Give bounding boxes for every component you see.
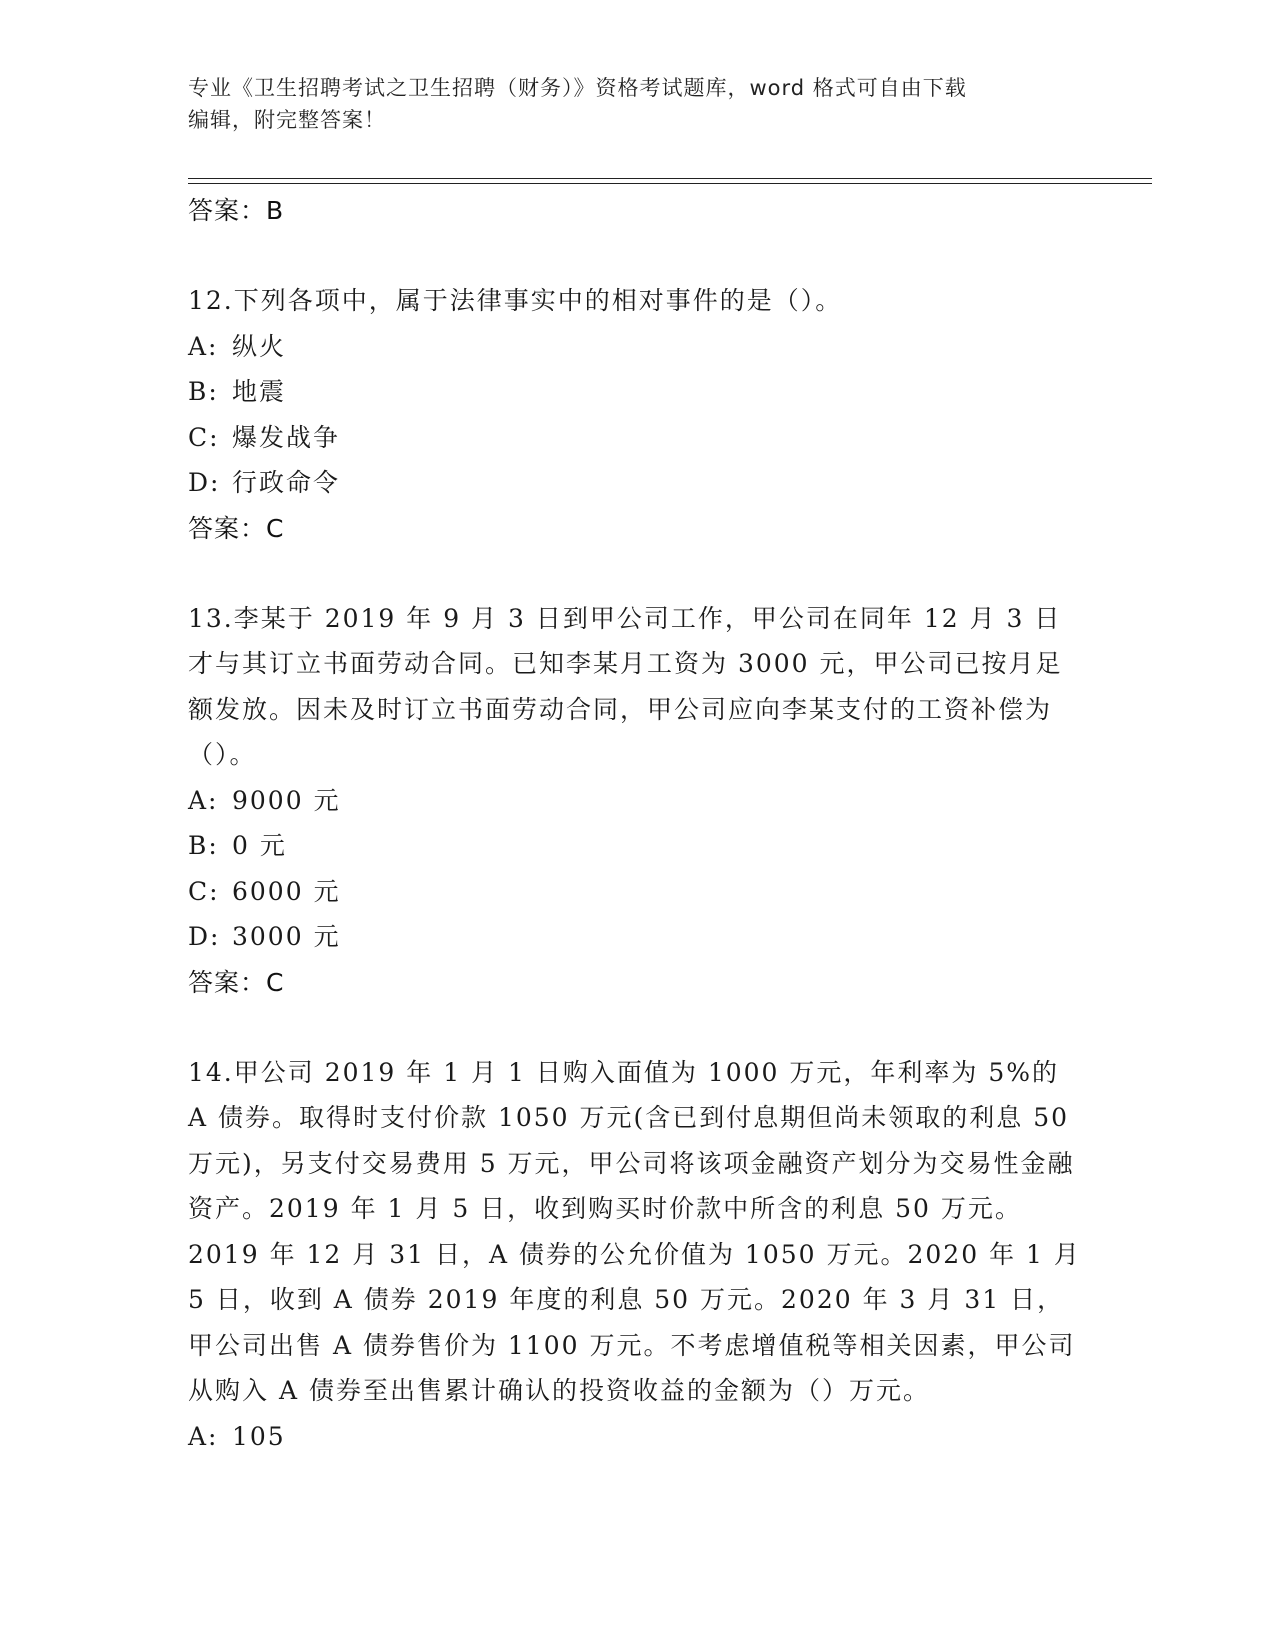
header-line-1: 专业《卫生招聘考试之卫生招聘（财务）》资格考试题库，word 格式可自由下载 [188,76,967,100]
option-label: D: [188,468,221,497]
question-stem: 13.李某于 2019 年 9 月 3 日到甲公司工作，甲公司在同年 12 月 3 日才与其订立书面劳动合同。已知李某月工资为 3000 元，甲公司已按月足额发放。因未及时订立书面劳动合同，甲公司应向李某支付的工资补偿为（）。 [188,603,1063,769]
previous-answer: 答案：B [188,196,285,225]
option-d [188,914,1088,960]
option-label: D: [188,922,221,951]
option-c [188,869,1088,915]
question-stem: 12.下列各项中，属于法律事实中的相对事件的是（）。 [188,286,843,315]
option-text: 6000 元 [232,876,341,906]
answer-12: 答案：C [188,513,285,543]
answer-13: 答案：C [188,967,285,997]
header-divider-top [188,178,1152,179]
option-text: 爆发战争 [232,422,341,452]
option-label: C: [188,876,220,906]
option-text: 地震 [232,377,287,406]
header-divider-bottom [188,183,1152,184]
question-12 [188,278,1088,552]
option-b [188,369,1088,415]
question-13 [188,596,1088,1006]
option-text: 0 元 [232,831,287,860]
option-label: A: [188,1421,219,1451]
option-text: 行政命令 [232,468,341,497]
question-stem: 14.甲公司 2019 年 1 月 1 日购入面值为 1000 万元，年利率为 5%的 A 债券。取得时支付价款 1050 万元(含已到付息期但尚未领取的利息 50 万元)，另支付交易费用 5 万元，甲公司将该项金融资产划分为交易性金融资产。2019 年 1 月 5 日，收到购买时价款中所含的利息 50 万元。2019 年 12 月 31 日，A 债券的公允价值为 1050 万元。2020 年 1 月 5 日，收到 A 债券 2019 年度的利息 50 万元。2020 年 3 月 31 日，甲公司出售 A 债券售价为 1100 万元。不考虑增值税等相关因素，甲公司从购入 A 债券至出售累计确认的投资收益的金额为（）万元。 [188,1057,1081,1405]
document-body [188,188,1088,1459]
option-label: B: [188,831,219,860]
option-b [188,823,1088,869]
option-text: 纵火 [232,331,287,361]
option-text: 105 [232,1421,286,1451]
option-a [188,778,1088,824]
option-a [188,1414,1088,1460]
option-label: C: [188,422,220,452]
option-text: 3000 元 [232,922,341,951]
option-a [188,324,1088,370]
header-line-2: 编辑，附完整答案！ [188,108,386,132]
question-14 [188,1050,1088,1460]
option-label: B: [188,377,219,406]
document-header [188,72,1088,136]
option-d [188,460,1088,506]
option-text: 9000 元 [232,785,341,815]
option-c [188,415,1088,461]
option-label: A: [188,331,219,361]
option-label: A: [188,785,219,815]
